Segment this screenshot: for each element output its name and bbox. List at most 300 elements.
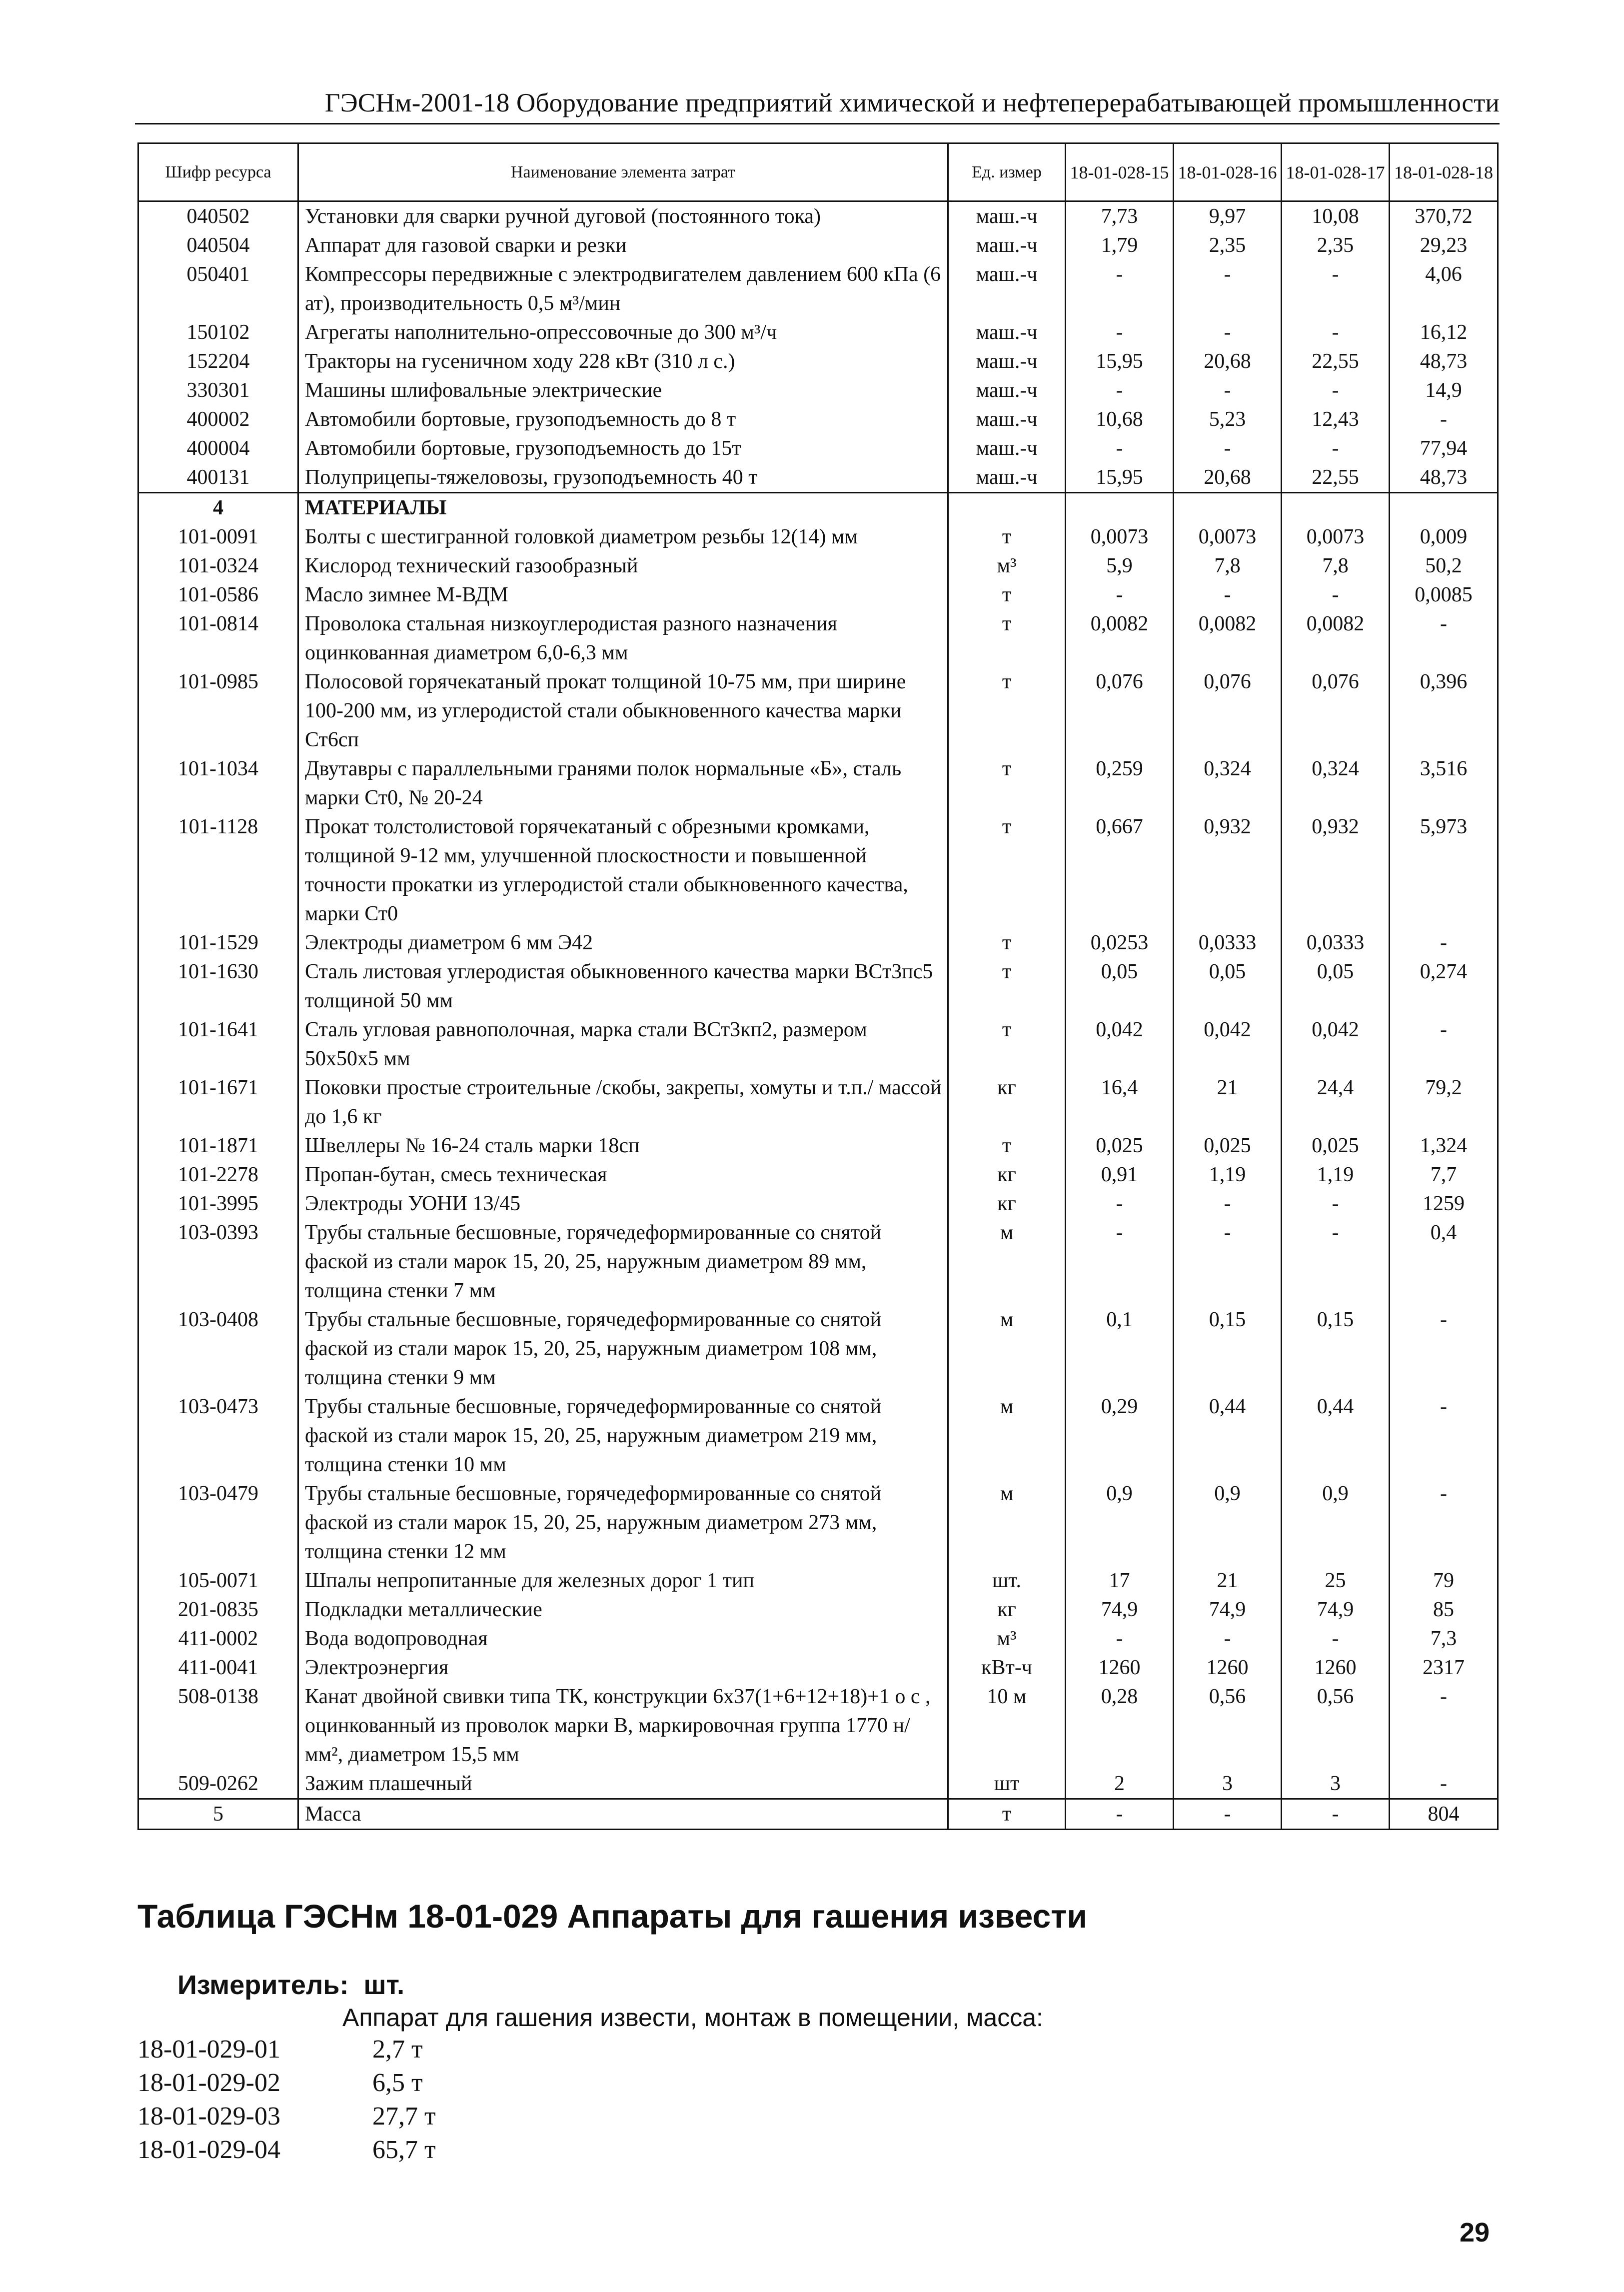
resource-unit: т (948, 812, 1066, 928)
norm-value: 22,55 (1282, 347, 1390, 376)
norm-value: - (1282, 376, 1390, 405)
resource-name: Швеллеры № 16-24 сталь марки 18сп (298, 1131, 948, 1160)
norm-value: - (1282, 580, 1390, 609)
resource-unit: т (948, 522, 1066, 551)
table-row (138, 1595, 1498, 1624)
resources-table (137, 142, 1499, 1830)
norm-value: 2,35 (1174, 231, 1282, 260)
resource-name: Автомобили бортовые, грузоподъемность до 15т (298, 434, 948, 463)
table-row (138, 1392, 1498, 1479)
norm-value: 85 (1390, 1595, 1498, 1624)
norm-value: 21 (1174, 1566, 1282, 1595)
resource-unit: кг (948, 1073, 1066, 1131)
resource-name: Канат двойной свивки типа ТК, конструкции 6х37(1+6+12+18)+1 о с , оцинкованный из проволок марки В, маркировочная группа 1770 н/мм², диаметром 15,5 мм (298, 1682, 948, 1769)
norm-value: 0,025 (1282, 1131, 1390, 1160)
header-rule (135, 123, 1500, 124)
norm-value: 0,0082 (1282, 609, 1390, 667)
norm-value: 0,0073 (1282, 522, 1390, 551)
norm-value: - (1066, 376, 1174, 405)
norm-value: 79,2 (1390, 1073, 1498, 1131)
norm-value: 0,0085 (1390, 580, 1498, 609)
resource-unit: т (948, 1015, 1066, 1073)
norm-value: 1,324 (1390, 1131, 1498, 1160)
resource-unit: т (948, 1799, 1066, 1830)
mass-value: 2,7 т (372, 2035, 423, 2064)
norm-value: 20,68 (1174, 347, 1282, 376)
list-item (137, 2100, 436, 2133)
table-row (138, 1160, 1498, 1189)
resource-unit: шт. (948, 1566, 1066, 1595)
norm-value: - (1282, 1218, 1390, 1305)
resource-unit: м³ (948, 1624, 1066, 1653)
norm-value: 2 (1066, 1769, 1174, 1799)
resource-unit: кВт-ч (948, 1653, 1066, 1682)
mass-value: 6,5 т (372, 2069, 423, 2097)
list-item (137, 2066, 436, 2100)
table-row (138, 1015, 1498, 1073)
list-item (137, 2033, 436, 2066)
table-row (138, 1073, 1498, 1131)
norm-code: 18-01-029-02 (137, 2069, 280, 2097)
norm-value: 370,72 (1390, 201, 1498, 231)
resource-code: 508-0138 (138, 1682, 298, 1769)
norm-value: 0,9 (1282, 1479, 1390, 1566)
resource-name: Агрегаты наполнительно-опрессовочные до 300 м³/ч (298, 318, 948, 347)
resource-code: 5 (138, 1799, 298, 1830)
resource-code: 103-0473 (138, 1392, 298, 1479)
resource-unit (948, 493, 1066, 523)
norm-value: 0,9 (1174, 1479, 1282, 1566)
meter-value: шт. (363, 1970, 405, 2000)
norm-value: 2,35 (1282, 231, 1390, 260)
norm-value: 1259 (1390, 1189, 1498, 1218)
norm-value: 1,79 (1066, 231, 1174, 260)
table-row (138, 1218, 1498, 1305)
norm-value: 0,009 (1390, 522, 1498, 551)
resource-unit: м (948, 1392, 1066, 1479)
resource-name: Масло зимнее М-ВДМ (298, 580, 948, 609)
norm-code: 18-01-029-01 (137, 2035, 280, 2064)
resource-unit: т (948, 609, 1066, 667)
col-header-code: Шифр ресурса (138, 143, 298, 201)
table-row (138, 1189, 1498, 1218)
norm-value: 0,1 (1066, 1305, 1174, 1392)
norm-value: 17 (1066, 1566, 1174, 1595)
mass-value: 65,7 т (372, 2136, 436, 2164)
norm-value: 0,042 (1282, 1015, 1390, 1073)
norm-value: 2317 (1390, 1653, 1498, 1682)
norm-value: 4,06 (1390, 260, 1498, 318)
norm-value: 3 (1282, 1769, 1390, 1799)
resource-name: Полосовой горячекатаный прокат толщиной 10-75 мм, при ширине 100-200 мм, из углеродистой стали обыкновенного качества марки Ст6сп (298, 667, 948, 754)
norm-value: 0,4 (1390, 1218, 1498, 1305)
resource-unit: маш.-ч (948, 347, 1066, 376)
norm-value: 0,0082 (1174, 609, 1282, 667)
resource-unit: кг (948, 1189, 1066, 1218)
norm-value: 0,042 (1066, 1015, 1174, 1073)
resource-unit: маш.-ч (948, 201, 1066, 231)
norm-value: - (1174, 434, 1282, 463)
norm-value: - (1066, 260, 1174, 318)
resource-unit: т (948, 580, 1066, 609)
norm-value: 74,9 (1174, 1595, 1282, 1624)
norm-code: 18-01-029-04 (137, 2136, 280, 2164)
norm-value: - (1066, 434, 1174, 463)
col-header-028-16: 18-01-028-16 (1174, 143, 1282, 201)
table-row (138, 1682, 1498, 1769)
table-row (138, 957, 1498, 1015)
resource-code: 101-1641 (138, 1015, 298, 1073)
norm-value: 0,076 (1174, 667, 1282, 754)
norm-value: 0,56 (1174, 1682, 1282, 1769)
resource-name: Поковки простые строительные /скобы, закрепы, хомуты и т.п./ массой до 1,6 кг (298, 1073, 948, 1131)
resource-code: 411-0041 (138, 1653, 298, 1682)
norm-value: 48,73 (1390, 463, 1498, 493)
norm-value: 3,516 (1390, 754, 1498, 812)
norm-value: 0,324 (1282, 754, 1390, 812)
norm-value: 0,05 (1066, 957, 1174, 1015)
table-row (138, 812, 1498, 928)
norm-value: - (1174, 260, 1282, 318)
norm-value: - (1066, 1624, 1174, 1653)
resource-name: Зажим плашечный (298, 1769, 948, 1799)
meter-label: Измеритель: (177, 1970, 349, 2000)
resource-name: Трубы стальные бесшовные, горячедеформированные со снятой фаской из стали марок 15, 20, 25, наружным диаметром 273 мм, толщина стенки 12 мм (298, 1479, 948, 1566)
resource-code: 101-1034 (138, 754, 298, 812)
resource-code: 101-1630 (138, 957, 298, 1015)
resource-code: 4 (138, 493, 298, 523)
norm-value: 16,4 (1066, 1073, 1174, 1131)
norm-value: 1260 (1174, 1653, 1282, 1682)
norm-value: - (1390, 1769, 1498, 1799)
table-row (138, 580, 1498, 609)
resource-unit: м (948, 1479, 1066, 1566)
norm-value: 0,0333 (1282, 928, 1390, 957)
resource-name: Электроэнергия (298, 1653, 948, 1682)
table-row (138, 667, 1498, 754)
resource-name: Вода водопроводная (298, 1624, 948, 1653)
table-row (138, 522, 1498, 551)
norm-value: 0,076 (1066, 667, 1174, 754)
norm-value: 3 (1174, 1769, 1282, 1799)
resource-code: 201-0835 (138, 1595, 298, 1624)
norm-value: 20,68 (1174, 463, 1282, 493)
resource-unit: т (948, 957, 1066, 1015)
resource-code: 103-0479 (138, 1479, 298, 1566)
table-row (138, 434, 1498, 463)
norm-value: 79 (1390, 1566, 1498, 1595)
norm-value: - (1174, 318, 1282, 347)
resource-unit: маш.-ч (948, 463, 1066, 493)
norm-value: - (1282, 1799, 1390, 1830)
section-title: Таблица ГЭСНм 18-01-029 Аппараты для гашения извести (137, 1898, 1088, 1935)
page-header: ГЭСНм-2001-18 Оборудование предприятий химической и нефтеперерабатывающей промышленности (324, 88, 1500, 117)
norm-value: - (1066, 1799, 1174, 1830)
norm-value: - (1390, 405, 1498, 434)
norm-value: 0,025 (1066, 1131, 1174, 1160)
norm-value: 0,0082 (1066, 609, 1174, 667)
norm-code-list (137, 2033, 436, 2167)
norm-value: 48,73 (1390, 347, 1498, 376)
norm-value: 15,95 (1066, 463, 1174, 493)
table-row (138, 260, 1498, 318)
resource-unit: маш.-ч (948, 318, 1066, 347)
norm-value: - (1066, 1218, 1174, 1305)
resource-name: Трубы стальные бесшовные, горячедеформированные со снятой фаской из стали марок 15, 20, 25, наружным диаметром 108 мм, толщина стенки 9 мм (298, 1305, 948, 1392)
norm-value: - (1282, 1624, 1390, 1653)
norm-value: 0,05 (1174, 957, 1282, 1015)
resource-name: Проволока стальная низкоуглеродистая разного назначения оцинкованная диаметром 6,0-6,3 мм (298, 609, 948, 667)
norm-value: 0,28 (1066, 1682, 1174, 1769)
norm-value: 1260 (1282, 1653, 1390, 1682)
resource-code: 101-3995 (138, 1189, 298, 1218)
norm-value: - (1174, 1218, 1282, 1305)
resource-name: Компрессоры передвижные с электродвигателем давлением 600 кПа (6 ат), производительность 0,5 м³/мин (298, 260, 948, 318)
norm-value: 5,23 (1174, 405, 1282, 434)
apparatus-description: Аппарат для гашения извести, монтаж в помещении, масса: (342, 2004, 1043, 2032)
resource-code: 400002 (138, 405, 298, 434)
resource-code: 509-0262 (138, 1769, 298, 1799)
resource-name: Сталь листовая углеродистая обыкновенного качества марки ВСт3пс5 толщиной 50 мм (298, 957, 948, 1015)
table-row (138, 1653, 1498, 1682)
resource-name: Автомобили бортовые, грузоподъемность до 8 т (298, 405, 948, 434)
resource-code: 050401 (138, 260, 298, 318)
resource-name: Прокат толстолистовой горячекатаный с обрезными кромками, толщиной 9-12 мм, улучшенной плоскостности и повышенной точности прокатки из углеродистой стали обыкновенного качества, марки Ст0 (298, 812, 948, 928)
norm-value: 0,025 (1174, 1131, 1282, 1160)
norm-value: 5,9 (1066, 551, 1174, 580)
norm-value (1066, 493, 1174, 523)
norm-value: 0,042 (1174, 1015, 1282, 1073)
norm-value: 0,274 (1390, 957, 1498, 1015)
resource-code: 101-1671 (138, 1073, 298, 1131)
norm-value: 0,0253 (1066, 928, 1174, 957)
resource-unit: маш.-ч (948, 376, 1066, 405)
resource-code: 040504 (138, 231, 298, 260)
resource-code: 152204 (138, 347, 298, 376)
resource-code: 101-0091 (138, 522, 298, 551)
col-header-name: Наименование элемента затрат (298, 143, 948, 201)
resource-code: 101-0586 (138, 580, 298, 609)
norm-value (1390, 493, 1498, 523)
norm-value: - (1390, 609, 1498, 667)
resource-unit: т (948, 928, 1066, 957)
resource-name: Пропан-бутан, смесь техническая (298, 1160, 948, 1189)
resource-code: 101-1871 (138, 1131, 298, 1160)
norm-value: 12,43 (1282, 405, 1390, 434)
table-row (138, 1799, 1498, 1830)
col-header-028-18: 18-01-028-18 (1390, 143, 1498, 201)
norm-value: 74,9 (1282, 1595, 1390, 1624)
norm-value: 0,259 (1066, 754, 1174, 812)
resource-unit: м (948, 1305, 1066, 1392)
col-header-unit: Ед. измер (948, 143, 1066, 201)
norm-value: 0,05 (1282, 957, 1390, 1015)
norm-value: 0,396 (1390, 667, 1498, 754)
norm-value: 0,324 (1174, 754, 1282, 812)
resource-name: Тракторы на гусеничном ходу 228 кВт (310 л с.) (298, 347, 948, 376)
norm-value: - (1066, 318, 1174, 347)
page-number: 29 (1460, 2218, 1490, 2248)
table-row (138, 1769, 1498, 1799)
table-row (138, 551, 1498, 580)
resource-unit: кг (948, 1595, 1066, 1624)
resource-code: 400131 (138, 463, 298, 493)
resource-code: 105-0071 (138, 1566, 298, 1595)
resource-name: Электроды УОНИ 13/45 (298, 1189, 948, 1218)
norm-value: 0,667 (1066, 812, 1174, 928)
norm-value: - (1282, 318, 1390, 347)
norm-value: 0,0073 (1174, 522, 1282, 551)
norm-value: 10,08 (1282, 201, 1390, 231)
norm-value: 22,55 (1282, 463, 1390, 493)
resource-code: 400004 (138, 434, 298, 463)
norm-value: - (1174, 1624, 1282, 1653)
norm-value: 10,68 (1066, 405, 1174, 434)
norm-value: 1,19 (1174, 1160, 1282, 1189)
norm-value: 24,4 (1282, 1073, 1390, 1131)
norm-value (1282, 493, 1390, 523)
norm-value: 29,23 (1390, 231, 1498, 260)
norm-value: 7,3 (1390, 1624, 1498, 1653)
resource-unit: маш.-ч (948, 434, 1066, 463)
resource-unit: маш.-ч (948, 260, 1066, 318)
resource-name: Установки для сварки ручной дуговой (постоянного тока) (298, 201, 948, 231)
norm-code: 18-01-029-03 (137, 2102, 280, 2131)
norm-value: 74,9 (1066, 1595, 1174, 1624)
norm-value (1174, 493, 1282, 523)
resource-name: Двутавры с параллельными гранями полок нормальные «Б», сталь марки Ст0, № 20-24 (298, 754, 948, 812)
norm-value: 7,7 (1390, 1160, 1498, 1189)
norm-value: 0,9 (1066, 1479, 1174, 1566)
resource-code: 101-2278 (138, 1160, 298, 1189)
col-header-028-15: 18-01-028-15 (1066, 143, 1174, 201)
resource-unit: м (948, 1218, 1066, 1305)
resource-code: 101-0324 (138, 551, 298, 580)
resource-name: Трубы стальные бесшовные, горячедеформированные со снятой фаской из стали марок 15, 20, 25, наружным диаметром 89 мм, толщина стенки 7 мм (298, 1218, 948, 1305)
norm-value: 0,44 (1282, 1392, 1390, 1479)
resource-code: 101-1128 (138, 812, 298, 928)
norm-value: - (1066, 1189, 1174, 1218)
norm-value: 77,94 (1390, 434, 1498, 463)
table-row (138, 1566, 1498, 1595)
norm-value: 15,95 (1066, 347, 1174, 376)
resource-name: Аппарат для газовой сварки и резки (298, 231, 948, 260)
norm-value: - (1174, 376, 1282, 405)
resource-name: Машины шлифовальные электрические (298, 376, 948, 405)
resource-code: 101-1529 (138, 928, 298, 957)
resource-code: 103-0408 (138, 1305, 298, 1392)
norm-value: 21 (1174, 1073, 1282, 1131)
list-item (137, 2133, 436, 2167)
norm-value: 50,2 (1390, 551, 1498, 580)
resource-unit: т (948, 754, 1066, 812)
resource-code: 101-0985 (138, 667, 298, 754)
col-header-028-17: 18-01-028-17 (1282, 143, 1390, 201)
norm-value: - (1390, 1015, 1498, 1073)
norm-value: - (1066, 580, 1174, 609)
norm-value: - (1390, 1305, 1498, 1392)
resource-unit: м³ (948, 551, 1066, 580)
norm-value: 0,076 (1282, 667, 1390, 754)
norm-value: - (1282, 434, 1390, 463)
resource-name: Электроды диаметром 6 мм Э42 (298, 928, 948, 957)
norm-value: - (1390, 1682, 1498, 1769)
norm-value: 0,15 (1282, 1305, 1390, 1392)
table-row (138, 463, 1498, 493)
norm-value: 0,932 (1282, 812, 1390, 928)
resource-code: 103-0393 (138, 1218, 298, 1305)
resource-unit: маш.-ч (948, 405, 1066, 434)
table-row (138, 201, 1498, 231)
table-row (138, 928, 1498, 957)
resource-code: 040502 (138, 201, 298, 231)
table-row (138, 405, 1498, 434)
resource-unit: шт (948, 1769, 1066, 1799)
table-row (138, 754, 1498, 812)
norm-value: - (1390, 928, 1498, 957)
resource-name: Трубы стальные бесшовные, горячедеформированные со снятой фаской из стали марок 15, 20, 25, наружным диаметром 219 мм, толщина стенки 10 мм (298, 1392, 948, 1479)
norm-value: 5,973 (1390, 812, 1498, 928)
resource-unit: маш.-ч (948, 231, 1066, 260)
table-row (138, 1479, 1498, 1566)
resource-unit: 10 м (948, 1682, 1066, 1769)
table-row (138, 493, 1498, 523)
norm-value: 0,932 (1174, 812, 1282, 928)
table-row (138, 231, 1498, 260)
table-row (138, 1305, 1498, 1392)
table-row (138, 609, 1498, 667)
resource-code: 330301 (138, 376, 298, 405)
table-header-row (138, 143, 1498, 201)
resource-name: Полуприцепы-тяжеловозы, грузоподъемность 40 т (298, 463, 948, 493)
norm-value: 804 (1390, 1799, 1498, 1830)
resource-code: 101-0814 (138, 609, 298, 667)
norm-value: - (1174, 1189, 1282, 1218)
norm-value: 0,29 (1066, 1392, 1174, 1479)
norm-value: 0,0333 (1174, 928, 1282, 957)
table-row (138, 318, 1498, 347)
mass-value: 27,7 т (372, 2102, 436, 2131)
table-row (138, 1131, 1498, 1160)
resource-code: 150102 (138, 318, 298, 347)
resource-name: МАТЕРИАЛЫ (298, 493, 948, 523)
norm-value: 0,56 (1282, 1682, 1390, 1769)
resource-name: Болты с шестигранной головкой диаметром резьбы 12(14) мм (298, 522, 948, 551)
norm-value: 1,19 (1282, 1160, 1390, 1189)
norm-value: - (1174, 1799, 1282, 1830)
resource-code: 411-0002 (138, 1624, 298, 1653)
norm-value: 7,8 (1174, 551, 1282, 580)
norm-value: - (1390, 1479, 1498, 1566)
resource-name: Кислород технический газообразный (298, 551, 948, 580)
norm-value: 25 (1282, 1566, 1390, 1595)
norm-value: - (1390, 1392, 1498, 1479)
norm-value: 0,91 (1066, 1160, 1174, 1189)
norm-value: - (1282, 260, 1390, 318)
resource-unit: т (948, 1131, 1066, 1160)
norm-value: 1260 (1066, 1653, 1174, 1682)
norm-value: 0,44 (1174, 1392, 1282, 1479)
resource-unit: т (948, 667, 1066, 754)
table-row (138, 376, 1498, 405)
norm-value: - (1174, 580, 1282, 609)
table-row (138, 347, 1498, 376)
norm-value: 7,73 (1066, 201, 1174, 231)
norm-value: 9,97 (1174, 201, 1282, 231)
norm-value: - (1282, 1189, 1390, 1218)
norm-value: 14,9 (1390, 376, 1498, 405)
resource-unit: кг (948, 1160, 1066, 1189)
